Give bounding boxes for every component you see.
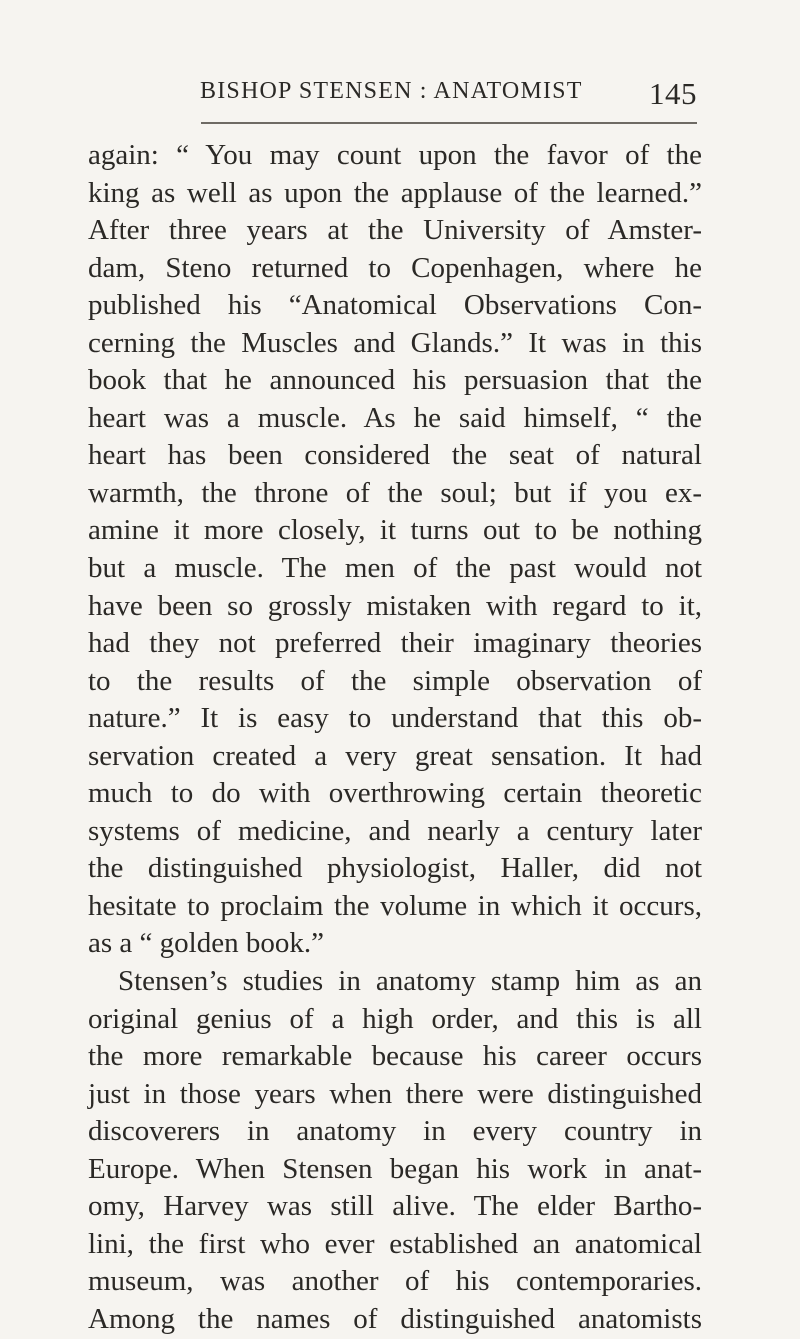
text-line: but a muscle. The men of the past would not (88, 552, 702, 585)
text-line: warmth, the throne of the soul; but if you ex- (88, 476, 702, 509)
text-line: the more remarkable because his career occurs (88, 1040, 702, 1073)
text-line: heart was a muscle. As he said himself, “ the (88, 401, 702, 434)
paragraph-start-line: Stensen’s studies in anatomy stamp him as an (118, 965, 702, 998)
text-line: nature.” It is easy to understand that this ob- (88, 702, 702, 735)
text-line: original genius of a high order, and this is all (88, 1002, 702, 1035)
page-number: 145 (649, 76, 697, 111)
text-line: just in those years when there were distinguished (88, 1077, 702, 1110)
text-line: omy, Harvey was still alive. The elder Bartho- (88, 1190, 702, 1223)
running-head (200, 76, 700, 116)
text-line: discoverers in anatomy in every country in (88, 1115, 702, 1148)
text-line: systems of medicine, and nearly a century later (88, 814, 702, 847)
text-line: again: “ You may count upon the favor of the (88, 139, 702, 171)
text-line: the distinguished physiologist, Haller, did not (88, 852, 702, 885)
text-line: dam, Steno returned to Copenhagen, where he (88, 251, 702, 284)
text-line: have been so grossly mistaken with regard to it, (88, 589, 702, 622)
running-title: BISHOP STENSEN : ANATOMIST (200, 78, 583, 104)
paragraph-end-line: as a “ golden book.” (88, 927, 324, 960)
text-line: cerning the Muscles and Glands.” It was in this (88, 326, 702, 359)
body-text (88, 137, 702, 1339)
text-line: amine it more closely, it turns out to be nothing (88, 514, 702, 547)
text-line: servation created a very great sensation. It had (88, 739, 702, 772)
text-line: heart has been considered the seat of natural (88, 439, 702, 472)
header-rule (201, 122, 697, 124)
text-line: lini, the first who ever established an anatomical (88, 1227, 702, 1260)
text-line: to the results of the simple observation of (88, 664, 702, 697)
text-line: king as well as upon the applause of the learned.” (88, 176, 702, 209)
text-line: museum, was another of his contemporaries. (88, 1265, 702, 1298)
text-line: Europe. When Stensen began his work in anat- (88, 1152, 702, 1185)
text-line: After three years at the University of Amster- (88, 214, 702, 247)
text-line: Among the names of distinguished anatomists (88, 1302, 702, 1335)
text-line: published his “Anatomical Observations Con- (88, 289, 702, 322)
text-line: hesitate to proclaim the volume in which it occurs, (88, 889, 702, 922)
text-line: much to do with overthrowing certain theoretic (88, 777, 702, 810)
text-line: had they not preferred their imaginary theories (88, 627, 702, 660)
text-line: book that he announced his persuasion that the (88, 364, 702, 397)
